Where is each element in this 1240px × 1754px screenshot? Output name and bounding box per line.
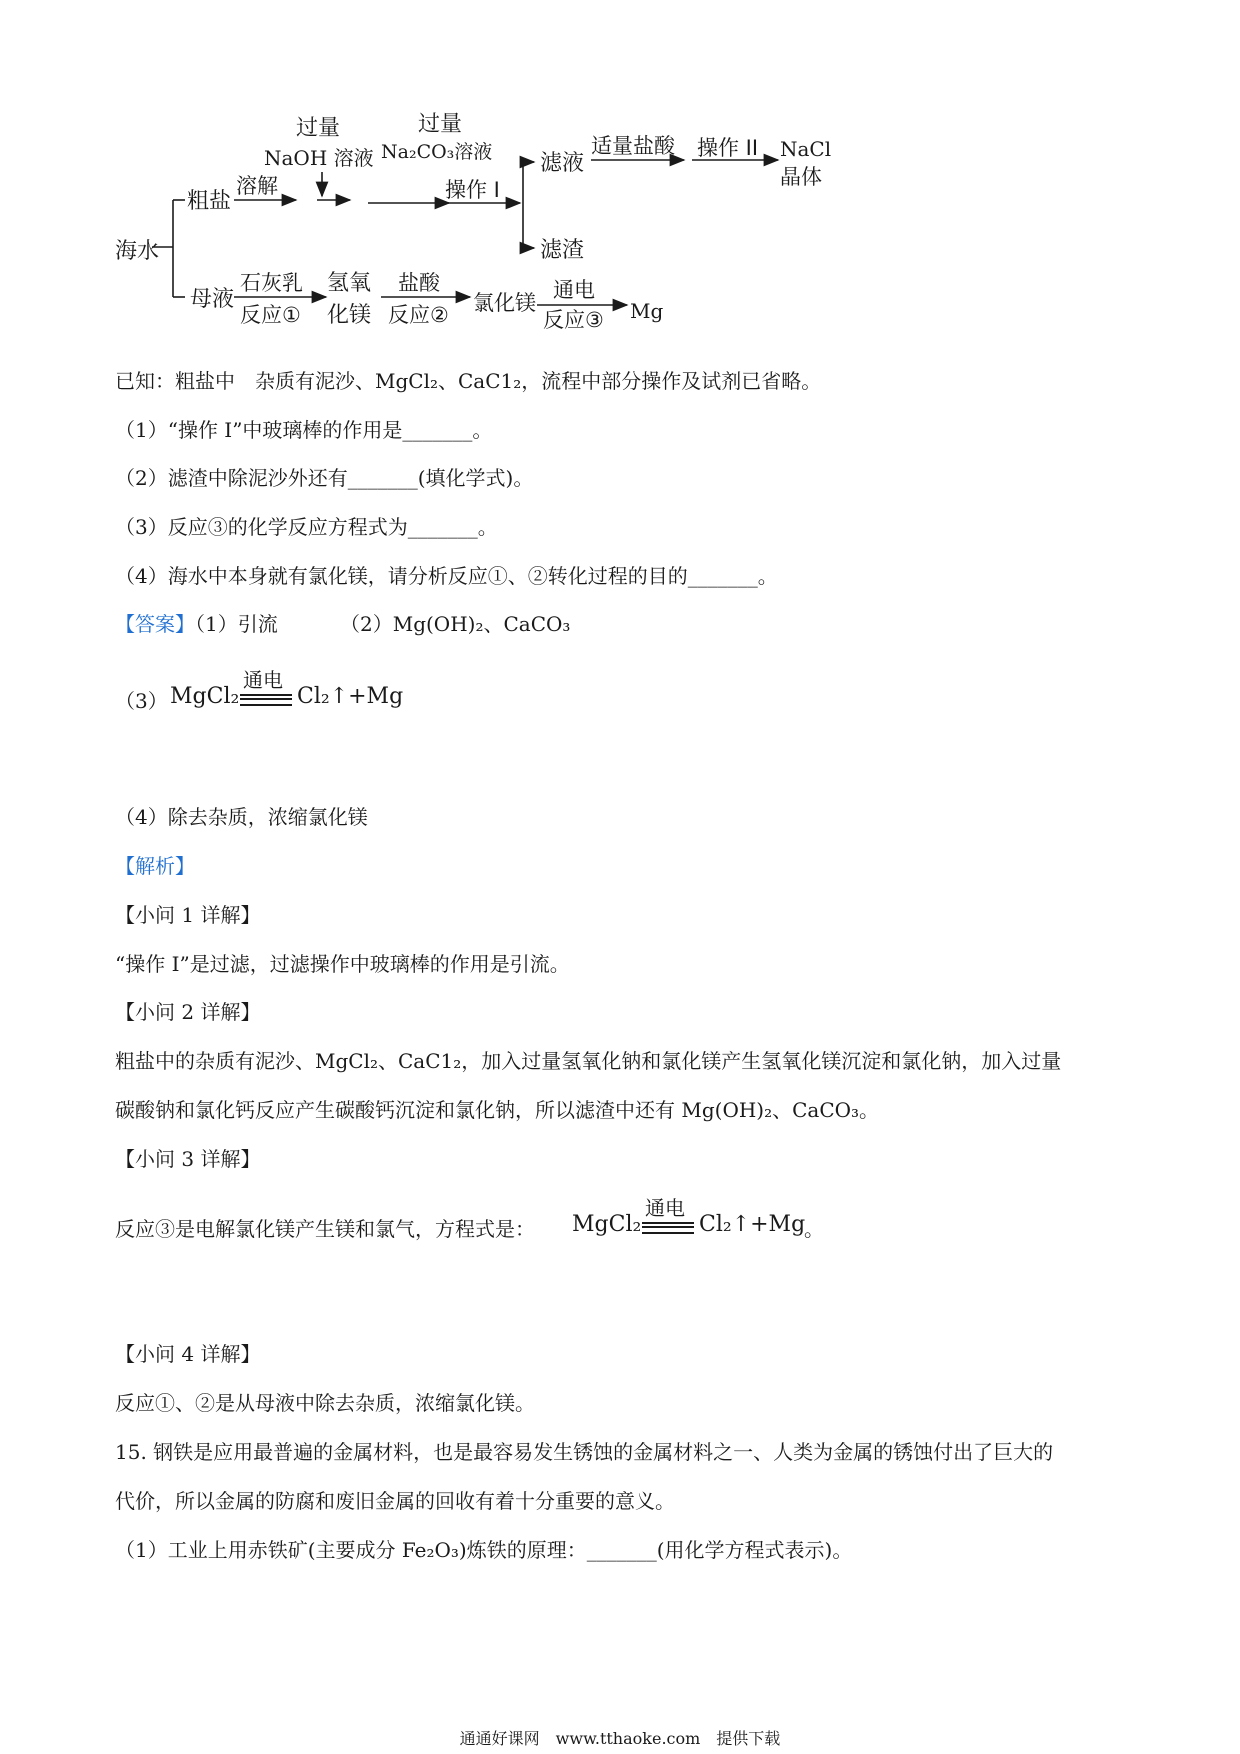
answer-1: （1）引流 [195,612,278,636]
fc-shihuiru: 石灰乳 [240,271,303,295]
answer-2: （2）Mg(OH)₂、CaCO₃ [340,612,571,636]
q3-equals-sign [642,1222,694,1234]
known-conditions: 已知：粗盐中 杂质有泥沙、MgCl₂、CaC1₂，流程中部分操作及试剂已省略。 [115,369,822,393]
answer-label: 【答案】 [115,612,195,636]
analysis-label: 【解析】 [115,854,195,878]
fc-yansuan: 盐酸 [398,271,440,295]
fc-fanying1: 反应① [240,303,301,327]
answer-3-condition: 通电 [243,668,283,692]
fc-guoliang2: 过量 [418,112,463,137]
process-flowchart [0,0,1240,340]
fc-muye: 母液 [190,287,235,312]
question-1: （1）“操作 I”中玻璃棒的作用是_______。 [115,418,493,442]
q2-title: 【小问 2 详解】 [115,1000,261,1024]
fc-rongjie: 溶解 [236,174,278,198]
fc-lvzha: 滤渣 [540,238,585,263]
question-3: （3）反应③的化学反应方程式为_______。 [115,515,498,539]
answer-3-equation [115,664,435,724]
fc-jingti: 晶体 [780,165,822,189]
q15-line1: 15. 钢铁是应用最普遍的金属材料，也是最容易发生锈蚀的金属材料之一、人类为金属的锈蚀付出了巨大的 [115,1440,1054,1464]
fc-guoliang1: 过量 [296,116,341,141]
fc-shiliang-yansuan: 适量盐酸 [591,134,675,158]
answer-3-reactant: MgCl₂ [170,684,240,709]
fc-cuyan: 粗盐 [187,189,232,214]
fc-naoh: NaOH 溶液 [264,146,374,170]
answer-3-products: Cl₂↑+Mg [297,684,404,709]
q1-text: “操作 I”是过滤，过滤操作中玻璃棒的作用是引流。 [115,952,570,976]
q4-text: 反应①、②是从母液中除去杂质，浓缩氯化镁。 [115,1391,535,1415]
answer-4: （4）除去杂质，浓缩氯化镁 [115,805,368,829]
fc-tongdian: 通电 [553,278,595,302]
answer-row [115,610,278,638]
fc-nacl: NaCl [780,137,832,161]
q3-prefix: 反应③是电解氯化镁产生镁和氯气，方程式是： [115,1217,535,1241]
fc-fanying3: 反应③ [543,308,604,332]
fc-fanying2: 反应② [388,303,449,327]
q3-title: 【小问 3 详解】 [115,1147,261,1171]
q3-equation [572,1192,832,1252]
q4-title: 【小问 4 详解】 [115,1342,261,1366]
fc-caozuo2: 操作 II [697,136,759,160]
answer-3-prefix: （3） [115,689,168,713]
fc-qingyang: 氢氧 [327,271,372,296]
equals-sign [240,694,292,706]
page-footer: 通通好课网 www.tthaoke.com 提供下载 [459,1729,781,1748]
q2-text-line2: 碳酸钠和氯化钙反应产生碳酸钙沉淀和氯化钠，所以滤渣中还有 Mg(OH)₂、CaCO₃。 [115,1098,880,1122]
fc-caozuo1: 操作 I [445,178,500,202]
question-2: （2）滤渣中除泥沙外还有_______(填化学式)。 [115,466,534,490]
fc-huamei: 化镁 [327,303,372,328]
fc-lvye: 滤液 [540,151,585,176]
fc-mg: Mg [630,299,664,323]
fc-na2co3: Na₂CO₃溶液 [381,141,493,163]
q3-reactant: MgCl₂ [572,1212,642,1237]
q3-end: 。 [804,1217,824,1241]
q2-text-line1: 粗盐中的杂质有泥沙、MgCl₂、CaC1₂，加入过量氢氧化钠和氯化镁产生氢氧化镁沉淀和氯化钠，加入过量 [115,1049,1062,1073]
q15-line2: 代价，所以金属的防腐和废旧金属的回收有着十分重要的意义。 [115,1489,675,1513]
fc-lvhuamei: 氯化镁 [473,291,536,315]
q1-title: 【小问 1 详解】 [115,903,261,927]
question-4: （4）海水中本身就有氯化镁，请分析反应①、②转化过程的目的_______。 [115,564,778,588]
q15-sub1: （1）工业上用赤铁矿(主要成分 Fe₂O₃)炼铁的原理：_______(用化学方程式表示)。 [115,1538,853,1562]
q3-condition: 通电 [645,1196,685,1220]
q3-products: Cl₂↑+Mg [699,1212,806,1237]
fc-haishui: 海水 [115,239,160,264]
